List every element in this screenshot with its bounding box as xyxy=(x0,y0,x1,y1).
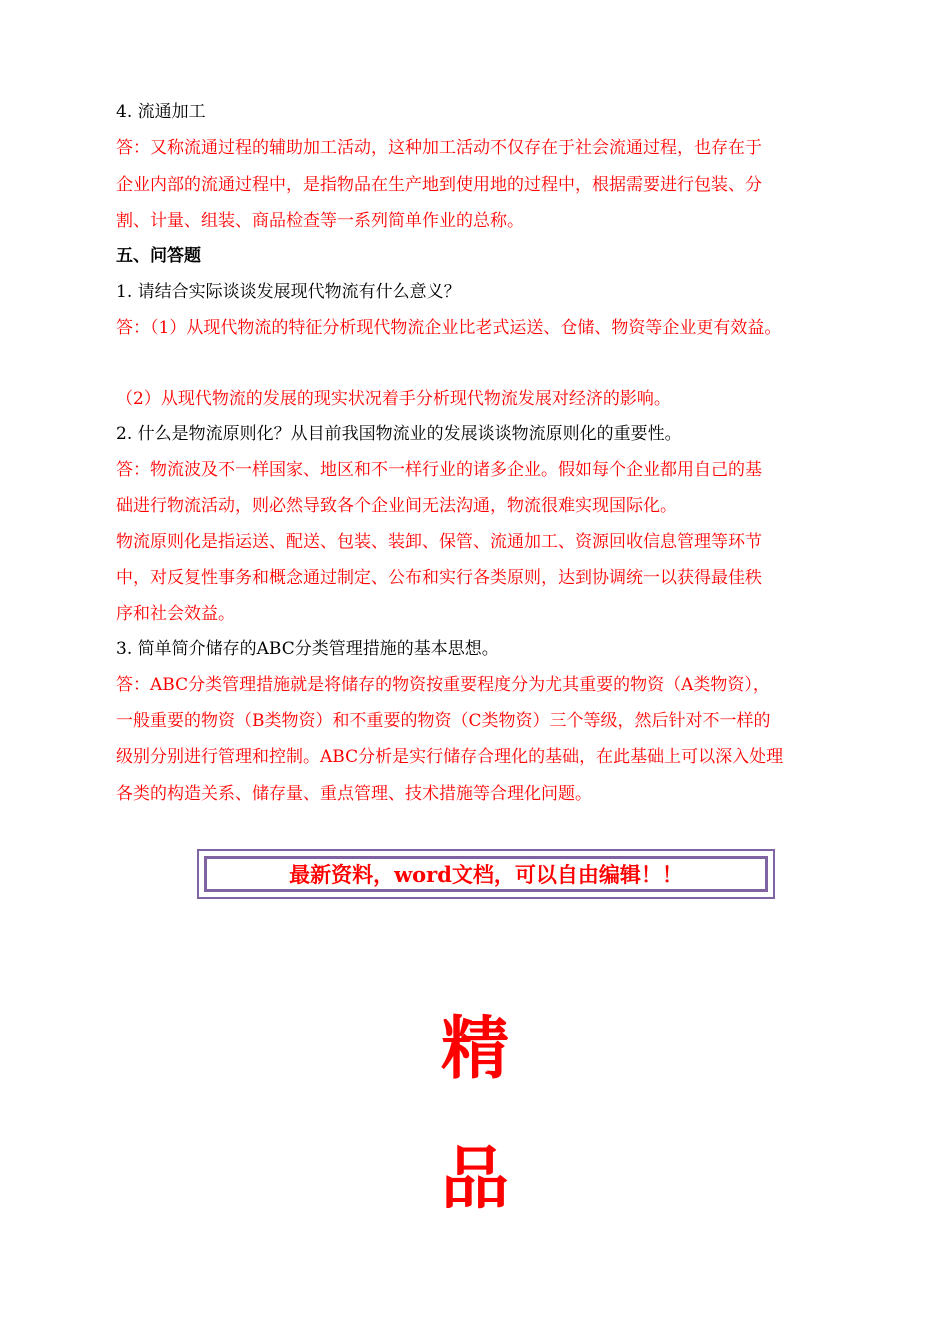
answer-4-line-1: 答：又称流通过程的辅助加工活动，这种加工活动不仅存在于社会流通过程，也存在于 xyxy=(116,138,762,158)
section-heading: 五、问答题 xyxy=(116,246,201,266)
answer-1-line-1: 答：（1）从现代物流的特征分析现代物流企业比老式运送、仓储、物资等企业更有效益。 xyxy=(116,318,782,338)
question-2: 2. 什么是物流原则化？从目前我国物流业的发展谈谈物流原则化的重要性。 xyxy=(116,424,682,444)
question-3: 3. 简单简介储存的ABC分类管理措施的基本思想。 xyxy=(116,639,499,659)
promo-banner-text: 最新资料，word文档，可以自由编辑！！ xyxy=(289,862,683,887)
answer-2-line-2: 础进行物流活动，则必然导致各个企业间无法沟通，物流很难实现国际化。 xyxy=(116,496,677,516)
question-4: 4. 流通加工 xyxy=(116,102,206,122)
question-1: 1. 请结合实际谈谈发展现代物流有什么意义？ xyxy=(116,282,461,302)
promo-banner-inner-frame xyxy=(204,856,768,892)
answer-3-line-1: 答：ABC分类管理措施就是将储存的物资按重要程度分为尤其重要的物资（A类物资）， xyxy=(116,675,770,695)
promo-banner xyxy=(197,849,775,899)
answer-2-line-1: 答：物流波及不一样国家、地区和不一样行业的诸多企业。假如每个企业都用自己的基 xyxy=(116,460,762,480)
answer-1-line-2: （2）从现代物流的发展的现实状况着手分析现代物流发展对经济的影响。 xyxy=(116,389,671,409)
answer-2-line-4: 中，对反复性事务和概念通过制定、公布和实行各类原则，达到协调统一以获得最佳秩 xyxy=(116,568,762,588)
answer-3-line-2: 一般重要的物资（B类物资）和不重要的物资（C类物资）三个等级，然后针对不一样的 xyxy=(116,711,771,731)
answer-4-line-3: 割、计量、组装、商品检查等一系列简单作业的总称。 xyxy=(116,211,524,231)
watermark-char-pin: 品 xyxy=(440,1140,509,1219)
watermark-char-jing: 精 xyxy=(440,1010,509,1089)
answer-2-line-5: 序和社会效益。 xyxy=(116,604,235,624)
answer-3-line-3: 级别分别进行管理和控制。ABC分析是实行储存合理化的基础，在此基础上可以深入处理 xyxy=(116,747,784,767)
answer-4-line-2: 企业内部的流通过程中，是指物品在生产地到使用地的过程中，根据需要进行包装、分 xyxy=(116,175,762,195)
answer-2-line-3: 物流原则化是指运送、配送、包装、装卸、保管、流通加工、资源回收信息管理等环节 xyxy=(116,532,762,552)
answer-3-line-4: 各类的构造关系、储存量、重点管理、技术措施等合理化问题。 xyxy=(116,784,592,804)
